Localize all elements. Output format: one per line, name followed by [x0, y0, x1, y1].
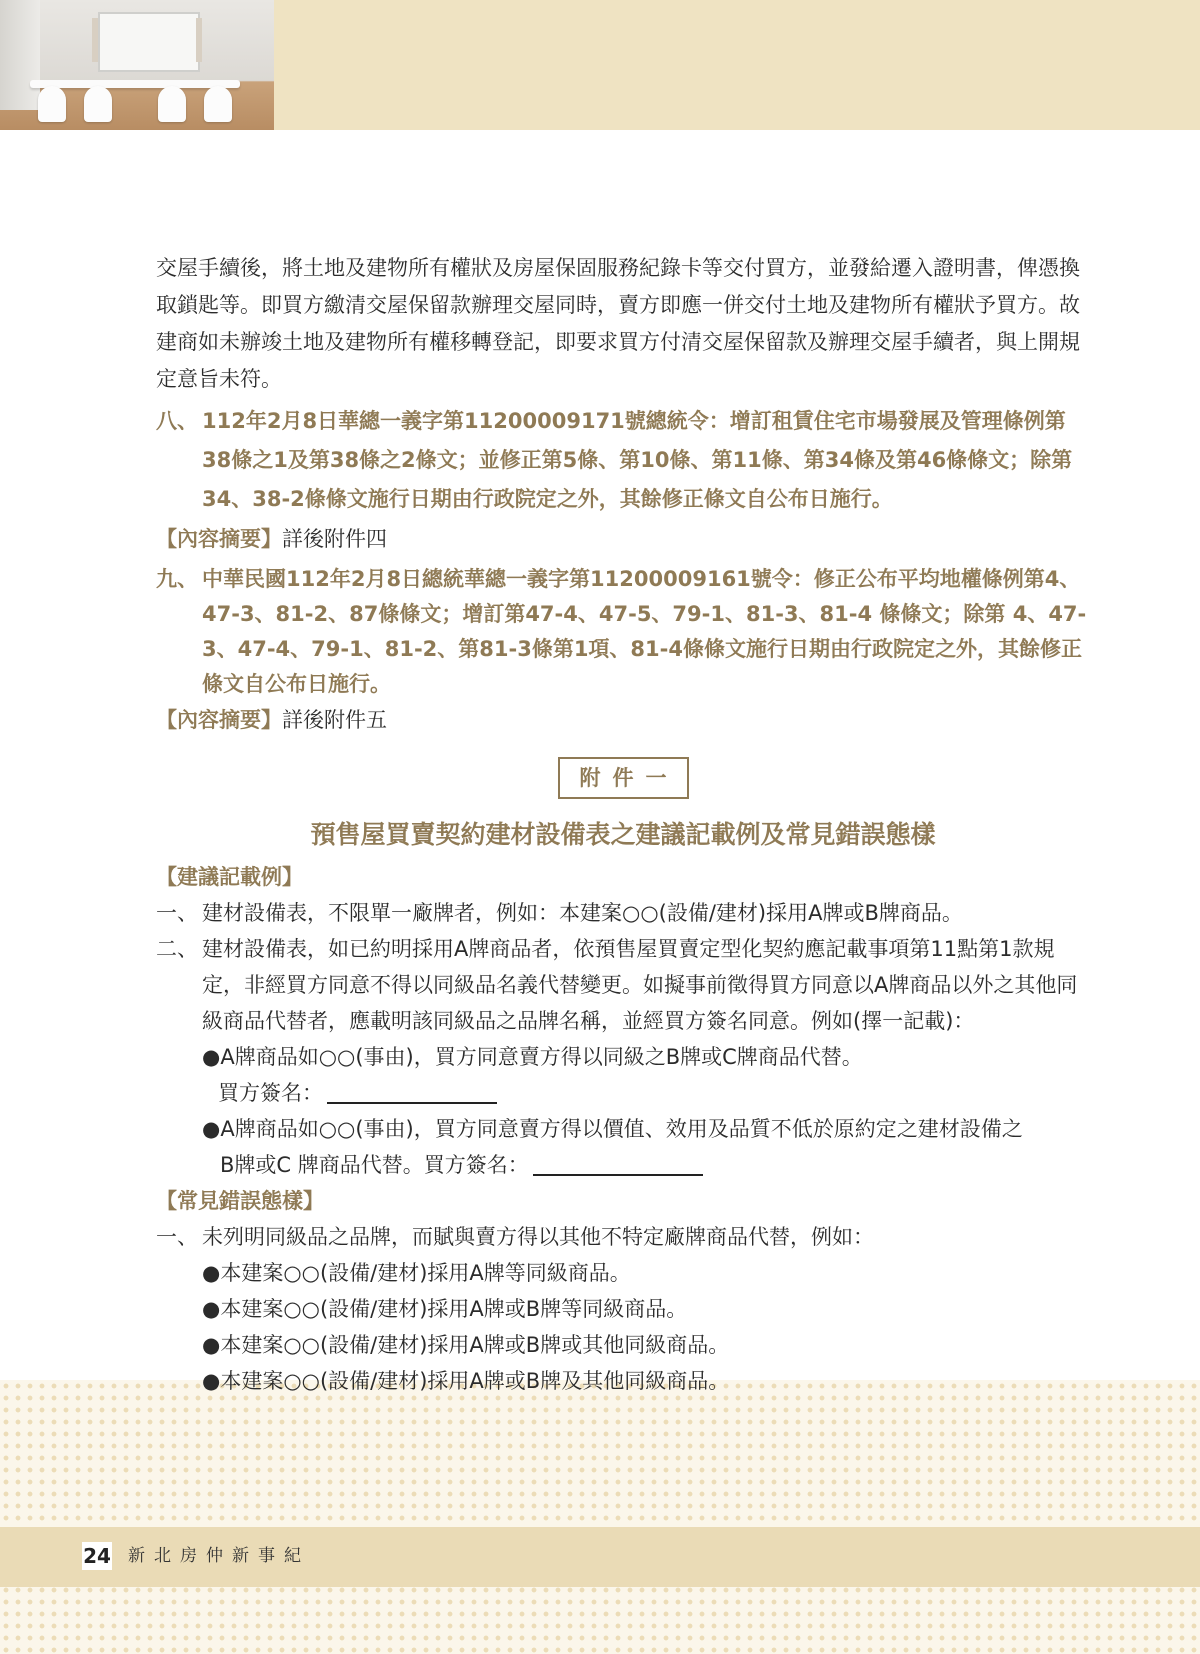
item-8-text: 112年2月8日華總一義字第11200009171號總統令：增訂租賃住宅市場發展及管理條例第38條之1及第38條之2條文；並修正第5條、第10條、第11條、第34條及第46條條文；除第34、38-2條條文施行日期由行政院定之外，其餘修正條文自公布日施行。: [202, 409, 1073, 511]
option-2-cont-text: B牌或C 牌商品代替。買方簽名：: [220, 1153, 529, 1177]
option-1-signature: [156, 1075, 1090, 1111]
photo-whiteboard: [98, 12, 200, 72]
error-bullet: ●本建案○○(設備/建材)採用A牌等同級商品。: [202, 1261, 631, 1285]
item-9-text: 中華民國112年2月8日總統華總一義字第11200009161號令：修正公布平均地權條例第4、47-3、81-2、87條條文；增訂第47-4、47-5、79-1、81-3、81-4 條條文；除第 4、47-3、47-4、79-1、81-2、第81-3條第1項、81-4條條文施行日期由行政院定之外，其餘修正條文自公布日施行。: [202, 567, 1087, 696]
signature-label: 買方簽名：: [218, 1081, 323, 1105]
header-photo: [0, 0, 274, 130]
intro-paragraph: 交屋手續後，將土地及建物所有權狀及房屋保固服務紀錄卡等交付買方，並發給遷入證明書，俾憑換取鎖匙等。即買方繳清交屋保留款辦理交屋同時，賣方即應一併交付土地及建物所有權狀予買方。故建商如未辦竣土地及建物所有權移轉登記，即要求買方付清交屋保留款及辦理交屋手續者，與上開規定意旨未符。: [156, 256, 1080, 391]
photo-pendant-light: [196, 18, 202, 62]
suggested-item-marker: 二、: [156, 937, 198, 961]
item-9-marker: 九、: [156, 567, 198, 591]
main-content: [156, 250, 1090, 1399]
error-item-text: 未列明同級品之品牌，而賦與賣方得以其他不特定廠牌商品代替，例如：: [202, 1225, 874, 1249]
item-8-marker: 八、: [156, 409, 198, 433]
photo-chair: [84, 86, 112, 122]
suggested-item-text: 建材設備表，如已約明採用A牌商品者，依預售屋買賣定型化契約應記載事項第11點第1款規定，非經買方同意不得以同級品名義代替變更。如擬事前徵得買方同意以A牌商品以外之其他同級商品代替者，應載明該同級品之品牌名稱，並經買方簽名同意。例如(擇一記載)：: [202, 937, 1078, 1033]
photo-pendant-light: [92, 18, 98, 62]
suggested-item-1: [156, 895, 1090, 931]
publication-title: 新北房仲新事紀: [128, 1546, 310, 1566]
item-9: [156, 562, 1090, 702]
error-item-marker: 一、: [156, 1225, 198, 1249]
summary-text: 詳後附件五: [282, 708, 387, 732]
item-8: [156, 402, 1090, 519]
photo-window: [0, 0, 40, 110]
error-bullet: ●本建案○○(設備/建材)採用A牌或B牌等同級商品。: [202, 1297, 688, 1321]
item-9-summary: [156, 702, 1090, 739]
error-item-1: [156, 1219, 1090, 1255]
annex-label-wrap: [156, 757, 1090, 799]
footer-dot-pattern: [0, 1380, 1200, 1654]
option-2-continuation: [156, 1147, 1090, 1183]
annex-label: 附件一: [558, 757, 689, 799]
errors-heading: 【常見錯誤態樣】: [156, 1189, 324, 1213]
summary-label: 【內容摘要】: [156, 527, 282, 551]
suggested-item-marker: 一、: [156, 901, 198, 925]
photo-chair: [38, 86, 66, 122]
signature-blank: [533, 1152, 703, 1176]
suggested-item-text: 建材設備表，不限單一廠牌者，例如：本建案○○(設備/建材)採用A牌或B牌商品。: [202, 901, 963, 925]
option-1: ●A牌商品如○○(事由)，買方同意賣方得以同級之B牌或C牌商品代替。: [202, 1045, 863, 1069]
annex-title: 預售屋買賣契約建材設備表之建議記載例及常見錯誤態樣: [310, 820, 936, 849]
signature-blank: [327, 1080, 497, 1104]
suggested-heading: 【建議記載例】: [156, 865, 303, 889]
error-bullet: ●本建案○○(設備/建材)採用A牌或B牌或其他同級商品。: [202, 1333, 730, 1357]
photo-chair: [158, 86, 186, 122]
page-number: 24: [83, 1544, 111, 1568]
error-bullet: ●本建案○○(設備/建材)採用A牌或B牌及其他同級商品。: [202, 1369, 730, 1393]
item-8-summary: [156, 521, 1090, 558]
summary-text: 詳後附件四: [282, 527, 387, 551]
photo-chair: [204, 86, 232, 122]
photo-table: [30, 80, 240, 88]
option-2: ●A牌商品如○○(事由)，買方同意賣方得以價值、效用及品質不低於原約定之建材設備之: [202, 1117, 1023, 1141]
summary-label: 【內容摘要】: [156, 708, 282, 732]
suggested-item-2: [156, 931, 1090, 1039]
